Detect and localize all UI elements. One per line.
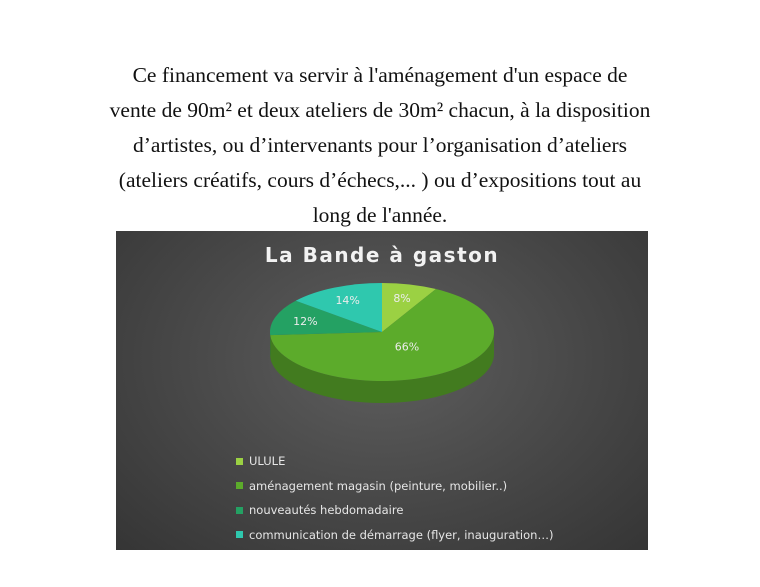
legend-item [236,449,553,474]
legend-label: aménagement magasin (peinture, mobilier..) [249,478,508,493]
pie-data-label: 14% [335,294,360,308]
legend-label: ULULE [249,454,286,469]
legend-label: nouveautés hebdomadaire [249,503,404,518]
chart-legend [236,449,553,547]
legend-label: communication de démarrage (flyer, inauguration…) [249,527,554,542]
pie-data-label: 12% [293,315,318,329]
legend-swatch [236,531,243,538]
legend-swatch [236,458,243,465]
paragraph-line: d’artistes, ou d’intervenants pour l’organisation d’ateliers [133,133,627,157]
paragraph-line: (ateliers créatifs, cours d’échecs,... ) ou d’expositions tout au [118,168,642,192]
pie-data-label: 8% [393,291,411,305]
legend-swatch [236,507,243,514]
legend-item [236,498,553,523]
paragraph-line: Ce financement va servir à l'aménagement d'un espace de [132,63,628,87]
legend-swatch [236,482,243,489]
pie-data-label: 66% [394,340,420,354]
description-paragraph [60,58,700,233]
pie-chart [116,231,648,550]
legend-item [236,523,553,548]
legend-item [236,474,553,499]
chart-title: La Bande à gaston [264,243,500,267]
paragraph-line: long de l'année. [312,203,448,227]
paragraph-line: vente de 90m² et deux ateliers de 30m² chacun, à la disposition [109,98,651,122]
